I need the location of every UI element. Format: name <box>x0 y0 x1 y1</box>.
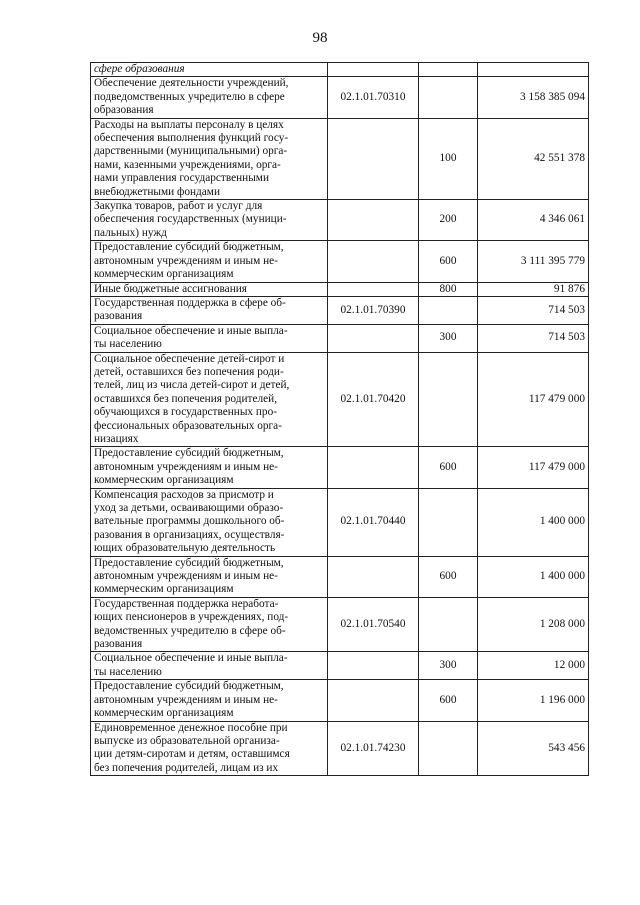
table-row <box>91 352 589 447</box>
row-sum-cell: 1 400 000 <box>478 556 589 597</box>
row-sum-cell <box>478 63 589 77</box>
row-code-cell <box>328 324 419 352</box>
row-code-cell <box>328 118 419 199</box>
row-name-line: без попечения родителей, лицам из их <box>94 761 279 774</box>
row-name-line: автономным учреждениям и иным не- <box>94 460 278 473</box>
row-name-cell <box>91 324 328 352</box>
budget-table <box>90 62 589 776</box>
row-name-cell <box>91 680 328 721</box>
table-row <box>91 721 589 776</box>
page-number: 98 <box>312 30 328 46</box>
table-row <box>91 447 589 488</box>
row-name-line: подведомственных учредителю в сфере <box>94 90 285 103</box>
table-row <box>91 324 589 352</box>
table-row <box>91 652 589 680</box>
row-name-line: ции детям-сиротам и детям, оставшимся <box>94 748 290 761</box>
row-name-line: вательные программы дошкольного об- <box>94 515 285 528</box>
row-name-line: разования <box>94 310 143 323</box>
row-code-cell <box>328 680 419 721</box>
row-name-line: Предоставление субсидий бюджетным, <box>94 447 284 460</box>
row-name-line: разования в организациях, осуществля- <box>94 528 285 541</box>
row-name-line: ведомственных учредителю в сфере об- <box>94 624 286 637</box>
row-name-line: Иные бюджетные ассигнования <box>94 282 247 295</box>
table-row <box>91 282 589 296</box>
table-row <box>91 296 589 324</box>
row-name-cell <box>91 488 328 556</box>
row-name-line: Предоставление субсидий бюджетным, <box>94 680 284 693</box>
row-code-cell <box>328 63 419 77</box>
row-code-cell <box>328 556 419 597</box>
row-code-cell <box>328 282 419 296</box>
row-kvr-cell: 100 <box>419 118 478 199</box>
row-sum-cell: 12 000 <box>478 652 589 680</box>
row-name-line: Государственная поддержка в сфере об- <box>94 296 286 309</box>
row-name-line: коммерческим организациям <box>94 583 234 596</box>
row-name-cell <box>91 63 328 77</box>
row-name-cell <box>91 200 328 241</box>
row-name-line: внебюджетными фондами <box>94 185 220 198</box>
row-name-line: фессиональных образовательных орга- <box>94 419 282 432</box>
row-kvr-cell: 300 <box>419 324 478 352</box>
row-sum-cell: 91 876 <box>478 282 589 296</box>
row-code-cell: 02.1.01.70420 <box>328 352 419 447</box>
row-sum-cell: 714 503 <box>478 324 589 352</box>
table-row <box>91 200 589 241</box>
row-name-line: обеспечения государственных (муници- <box>94 213 287 226</box>
row-kvr-cell: 600 <box>419 680 478 721</box>
row-sum-cell: 1 400 000 <box>478 488 589 556</box>
row-name-line: Расходы на выплаты персоналу в целях <box>94 118 284 131</box>
table-row <box>91 680 589 721</box>
row-name-line: нами, казенными учреждениями, орга- <box>94 158 281 171</box>
row-name-line: ты населению <box>94 338 162 351</box>
row-name-line: дарственными (муниципальными) орга- <box>94 145 288 158</box>
row-kvr-cell: 300 <box>419 652 478 680</box>
table-row <box>91 488 589 556</box>
row-name-line: Компенсация расходов за присмотр и <box>94 488 274 501</box>
row-name-line: коммерческим организациям <box>94 474 234 487</box>
row-name-line: Предоставление субсидий бюджетным, <box>94 241 284 254</box>
row-code-cell <box>328 652 419 680</box>
row-sum-cell: 3 111 395 779 <box>478 241 589 282</box>
row-kvr-cell: 800 <box>419 282 478 296</box>
row-kvr-cell: 600 <box>419 241 478 282</box>
row-name-line: пальных) нужд <box>94 226 167 239</box>
row-name-cell <box>91 447 328 488</box>
row-sum-cell: 117 479 000 <box>478 352 589 447</box>
row-name-line: обеспечения выполнения функций госу- <box>94 132 289 145</box>
row-name-cell <box>91 282 328 296</box>
row-code-cell <box>328 200 419 241</box>
row-name-line: сфере образования <box>94 63 185 75</box>
row-kvr-cell <box>419 597 478 652</box>
row-name-line: телей, лиц из числа детей-сирот и детей, <box>94 379 290 392</box>
row-kvr-cell: 200 <box>419 200 478 241</box>
row-name-line: коммерческим организациям <box>94 707 234 720</box>
row-kvr-cell <box>419 721 478 776</box>
row-kvr-cell <box>419 488 478 556</box>
row-name-line: низациях <box>94 432 139 445</box>
row-sum-cell: 714 503 <box>478 296 589 324</box>
row-sum-cell: 543 456 <box>478 721 589 776</box>
row-name-cell <box>91 721 328 776</box>
row-sum-cell: 42 551 378 <box>478 118 589 199</box>
row-sum-cell: 1 208 000 <box>478 597 589 652</box>
row-kvr-cell: 600 <box>419 556 478 597</box>
row-kvr-cell <box>419 77 478 118</box>
row-name-line: Закупка товаров, работ и услуг для <box>94 200 263 213</box>
row-name-cell <box>91 296 328 324</box>
row-kvr-cell <box>419 63 478 77</box>
row-code-cell: 02.1.01.70540 <box>328 597 419 652</box>
row-name-line: Социальное обеспечение детей-сирот и <box>94 352 285 365</box>
row-kvr-cell <box>419 296 478 324</box>
row-name-cell <box>91 352 328 447</box>
row-name-line: разования <box>94 638 143 651</box>
table-row <box>91 77 589 118</box>
row-name-line: оставшихся без попечения родителей, <box>94 392 278 405</box>
row-name-line: образования <box>94 104 154 117</box>
row-name-line: Социальное обеспечение и иные выпла- <box>94 324 288 337</box>
row-name-line: коммерческим организациям <box>94 268 234 281</box>
row-name-cell <box>91 241 328 282</box>
row-sum-cell: 3 158 385 094 <box>478 77 589 118</box>
row-name-line: ты населению <box>94 665 162 678</box>
table-row <box>91 63 589 77</box>
row-name-line: Единовременное денежное пособие при <box>94 721 288 734</box>
row-name-line: ющих пенсионеров в учреждениях, под- <box>94 611 289 624</box>
row-name-line: Государственная поддержка неработа- <box>94 597 279 610</box>
row-sum-cell: 4 346 061 <box>478 200 589 241</box>
row-name-line: уход за детьми, осваивающими образо- <box>94 502 284 514</box>
table-row <box>91 241 589 282</box>
row-kvr-cell: 600 <box>419 447 478 488</box>
row-code-cell: 02.1.01.74230 <box>328 721 419 776</box>
row-code-cell <box>328 241 419 282</box>
row-name-line: ющих образовательную деятельность <box>94 542 276 555</box>
row-name-line: обучающихся в государственных про- <box>94 406 277 419</box>
row-name-cell <box>91 556 328 597</box>
table-row <box>91 597 589 652</box>
row-name-line: Предоставление субсидий бюджетным, <box>94 556 284 569</box>
row-sum-cell: 1 196 000 <box>478 680 589 721</box>
row-name-cell <box>91 118 328 199</box>
row-code-cell: 02.1.01.70310 <box>328 77 419 118</box>
row-name-cell <box>91 597 328 652</box>
row-name-line: выпуске из образовательной организа- <box>94 734 280 747</box>
row-name-line: автономным учреждениям и иным не- <box>94 254 278 267</box>
row-kvr-cell <box>419 352 478 447</box>
table-row <box>91 556 589 597</box>
row-code-cell: 02.1.01.70390 <box>328 296 419 324</box>
row-name-cell <box>91 77 328 118</box>
row-sum-cell: 117 479 000 <box>478 447 589 488</box>
row-name-cell <box>91 652 328 680</box>
row-code-cell <box>328 447 419 488</box>
row-name-line: Обеспечение деятельности учреждений, <box>94 77 289 90</box>
budget-table-body <box>91 63 589 776</box>
row-name-line: автономным учреждениям и иным не- <box>94 570 278 583</box>
row-name-line: автономным учреждениям и иным не- <box>94 693 278 706</box>
row-code-cell: 02.1.01.70440 <box>328 488 419 556</box>
row-name-line: нами управления государственными <box>94 172 269 185</box>
row-name-line: детей, оставшихся без попечения роди- <box>94 365 284 378</box>
row-name-line: Социальное обеспечение и иные выпла- <box>94 652 288 665</box>
table-row <box>91 118 589 199</box>
